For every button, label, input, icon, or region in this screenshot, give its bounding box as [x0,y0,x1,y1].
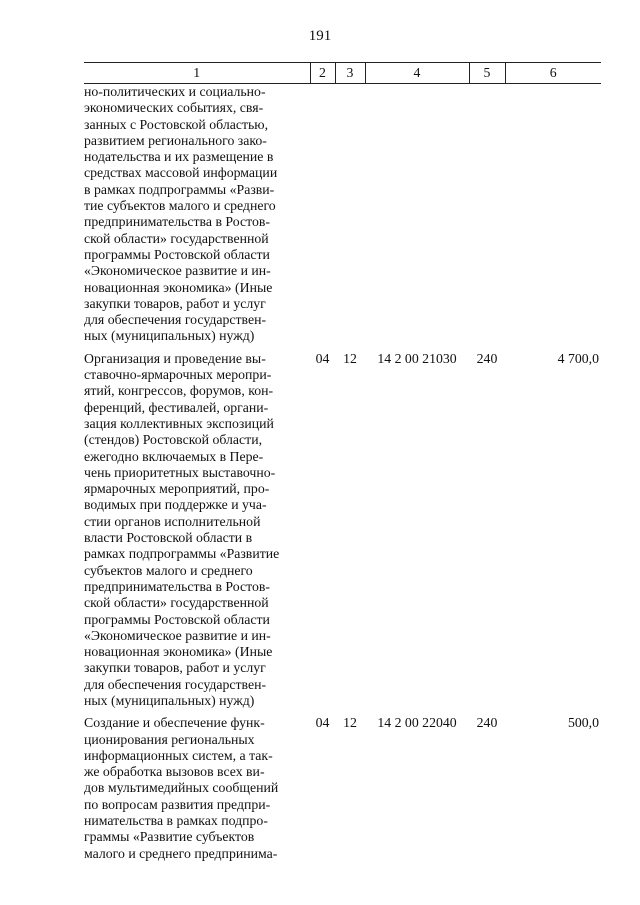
table-header-row [84,63,601,84]
row-target-code: 14 2 00 22040 [377,715,457,731]
row-subsection: 12 [343,350,357,366]
row-section: 04 [315,350,330,366]
row-expense-type [469,84,505,345]
row-section [310,84,335,345]
row-description: Создание и обеспечение функ- ционирования региональных информационных систем, а так- же обработка вызовов всех ви- дов мультимедийных сообщений по вопросам развития предпри- нимательства в рамках подпро- граммы «Развитие субъектов малого и среднего предпринима- [84,715,279,861]
budget-table [84,62,601,862]
column-header-2: 2 [310,63,335,84]
column-header-1: 1 [84,63,310,84]
table-row [84,715,601,862]
column-header-4: 4 [365,63,469,84]
column-header-5: 5 [469,63,505,84]
page-number: 191 [308,28,332,44]
row-amount: 4 700,0 [557,350,599,366]
table-row [84,351,601,710]
row-expense-type: 240 [476,715,498,731]
column-header-6: 6 [505,63,601,84]
table-row [84,84,601,345]
row-description: но-политических и социально- экономических событиях, свя- занных с Ростовской областью, развитием регионального зако- нодательства и их размещение в средствах массовой информации в рамках подпрограммы «Разви- тие субъектов малого и среднего предпринимательства в Ростов- ской области» государственной программы Ростовской области «Экономическое развитие и ин- новационная экономика» (Иные закупки товаров, работ и услуг для обеспечения государствен- ных (муниципальных) нужд) [84,84,278,344]
row-subsection: 12 [343,715,357,731]
row-amount [505,84,601,345]
row-section: 04 [315,715,330,731]
row-subsection [335,84,365,345]
row-expense-type: 240 [476,350,498,366]
row-amount: 500,0 [567,715,599,731]
column-header-3: 3 [335,63,365,84]
row-target-code: 14 2 00 21030 [377,350,457,366]
row-target-code [365,84,469,345]
row-description: Организация и проведение вы- ставочно-ярмарочных меропри- ятий, конгрессов, форумов, кон- ференций, фестивалей, органи- зация коллективных экспозиций (стендов) Ростовской области, ежегодно включаемых в Пере- чень приоритетных выставочно- ярмарочных мероприятий, про- водимых при поддержке и уча- стии органов исполнительной власти Ростовской области в рамках подпрограммы «Развитие субъектов малого и среднего предпринимательства в Ростов- ской области» государственной программы Ростовской области «Экономическое развитие и ин- новационная экономика» (Иные закупки товаров, работ и услуг для обеспечения государствен- ных (муниципальных) нужд) [84,350,280,708]
